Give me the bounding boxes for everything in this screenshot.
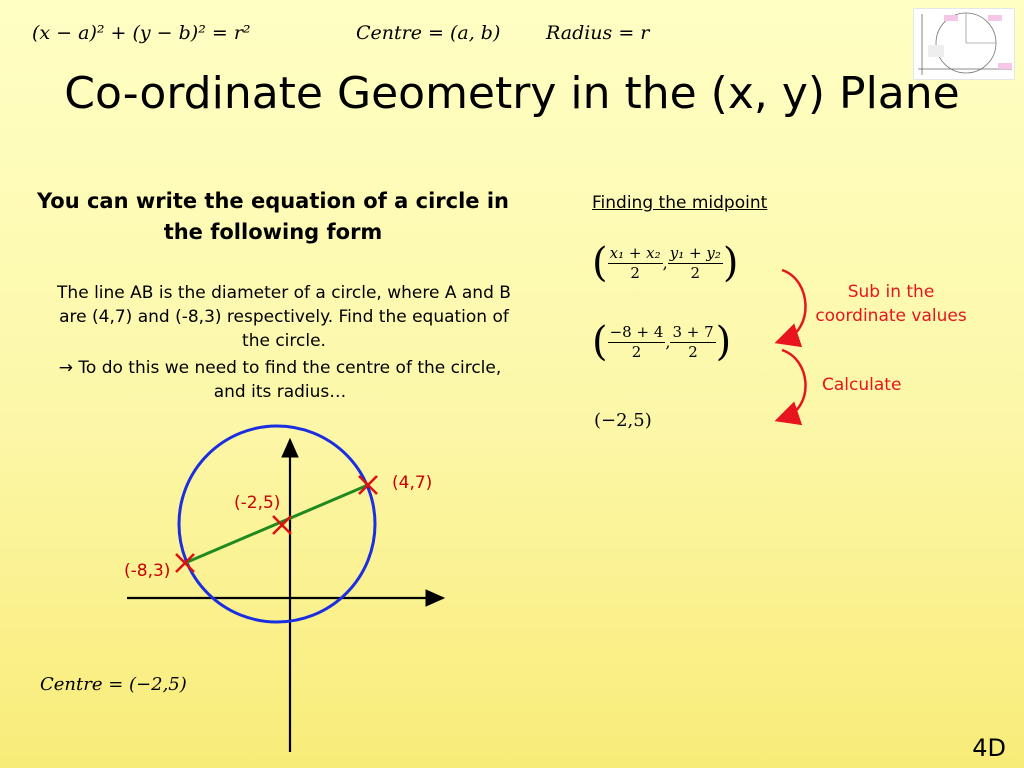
midpoint-label: (-2,5) — [234, 493, 281, 513]
note-calculate: Calculate — [822, 375, 902, 395]
x-denominator: 2 — [630, 263, 640, 282]
y-values-numerator: 3 + 7 — [672, 322, 714, 341]
midpoint-subheading: Finding the midpoint — [592, 193, 768, 213]
midpoint-result: (−2,5) — [594, 410, 652, 431]
x-values-denominator: 2 — [631, 342, 642, 361]
centre-result: Centre = (−2,5) — [40, 674, 187, 695]
x-sum-numerator: x₁ + x₂ — [609, 243, 661, 262]
centre-formula: Centre = (a, b) — [356, 22, 501, 44]
section-heading: You can write the equation of a circle in the following form — [37, 189, 509, 244]
page-title: Co-ordinate Geometry in the (x, y) Plane — [64, 68, 960, 119]
curved-arrow-icon — [782, 270, 806, 340]
point-b-label: (-8,3) — [124, 561, 171, 581]
note-sub-in: Sub in the coordinate values — [815, 282, 967, 326]
problem-text: The line AB is the diameter of a circle, where A and B are (4,7) and (-8,3) respectively. Find the equation of the circle. — [57, 283, 511, 351]
x-values-numerator: −8 + 4 — [609, 322, 664, 341]
slide-number: 4D — [972, 734, 1006, 762]
circle-equation-formula: (x − a)² + (y − b)² = r² — [32, 22, 251, 44]
midpoint-formula: ( $\frac{\text{x₁ + x₂}}{2}$ , $\frac{\text{y₁ + y₂}}{2}$ ) — [592, 240, 739, 286]
y-sum-numerator: y₁ + y₂ — [669, 243, 721, 262]
substituted-formula: ( $\frac{-8 + 4}{2}$ , $\frac{3 + 7}{2}$ ) — [592, 319, 732, 365]
radius-formula: Radius = r — [546, 22, 650, 44]
point-a-label: (4,7) — [392, 473, 433, 493]
y-denominator: 2 — [690, 263, 701, 282]
right-arrow-icon: → — [58, 358, 73, 378]
curved-arrow-icon — [782, 350, 806, 418]
hint-label: To do this we need to find the centre of the circle, and its radius… — [78, 358, 502, 402]
y-values-denominator: 2 — [688, 342, 698, 361]
